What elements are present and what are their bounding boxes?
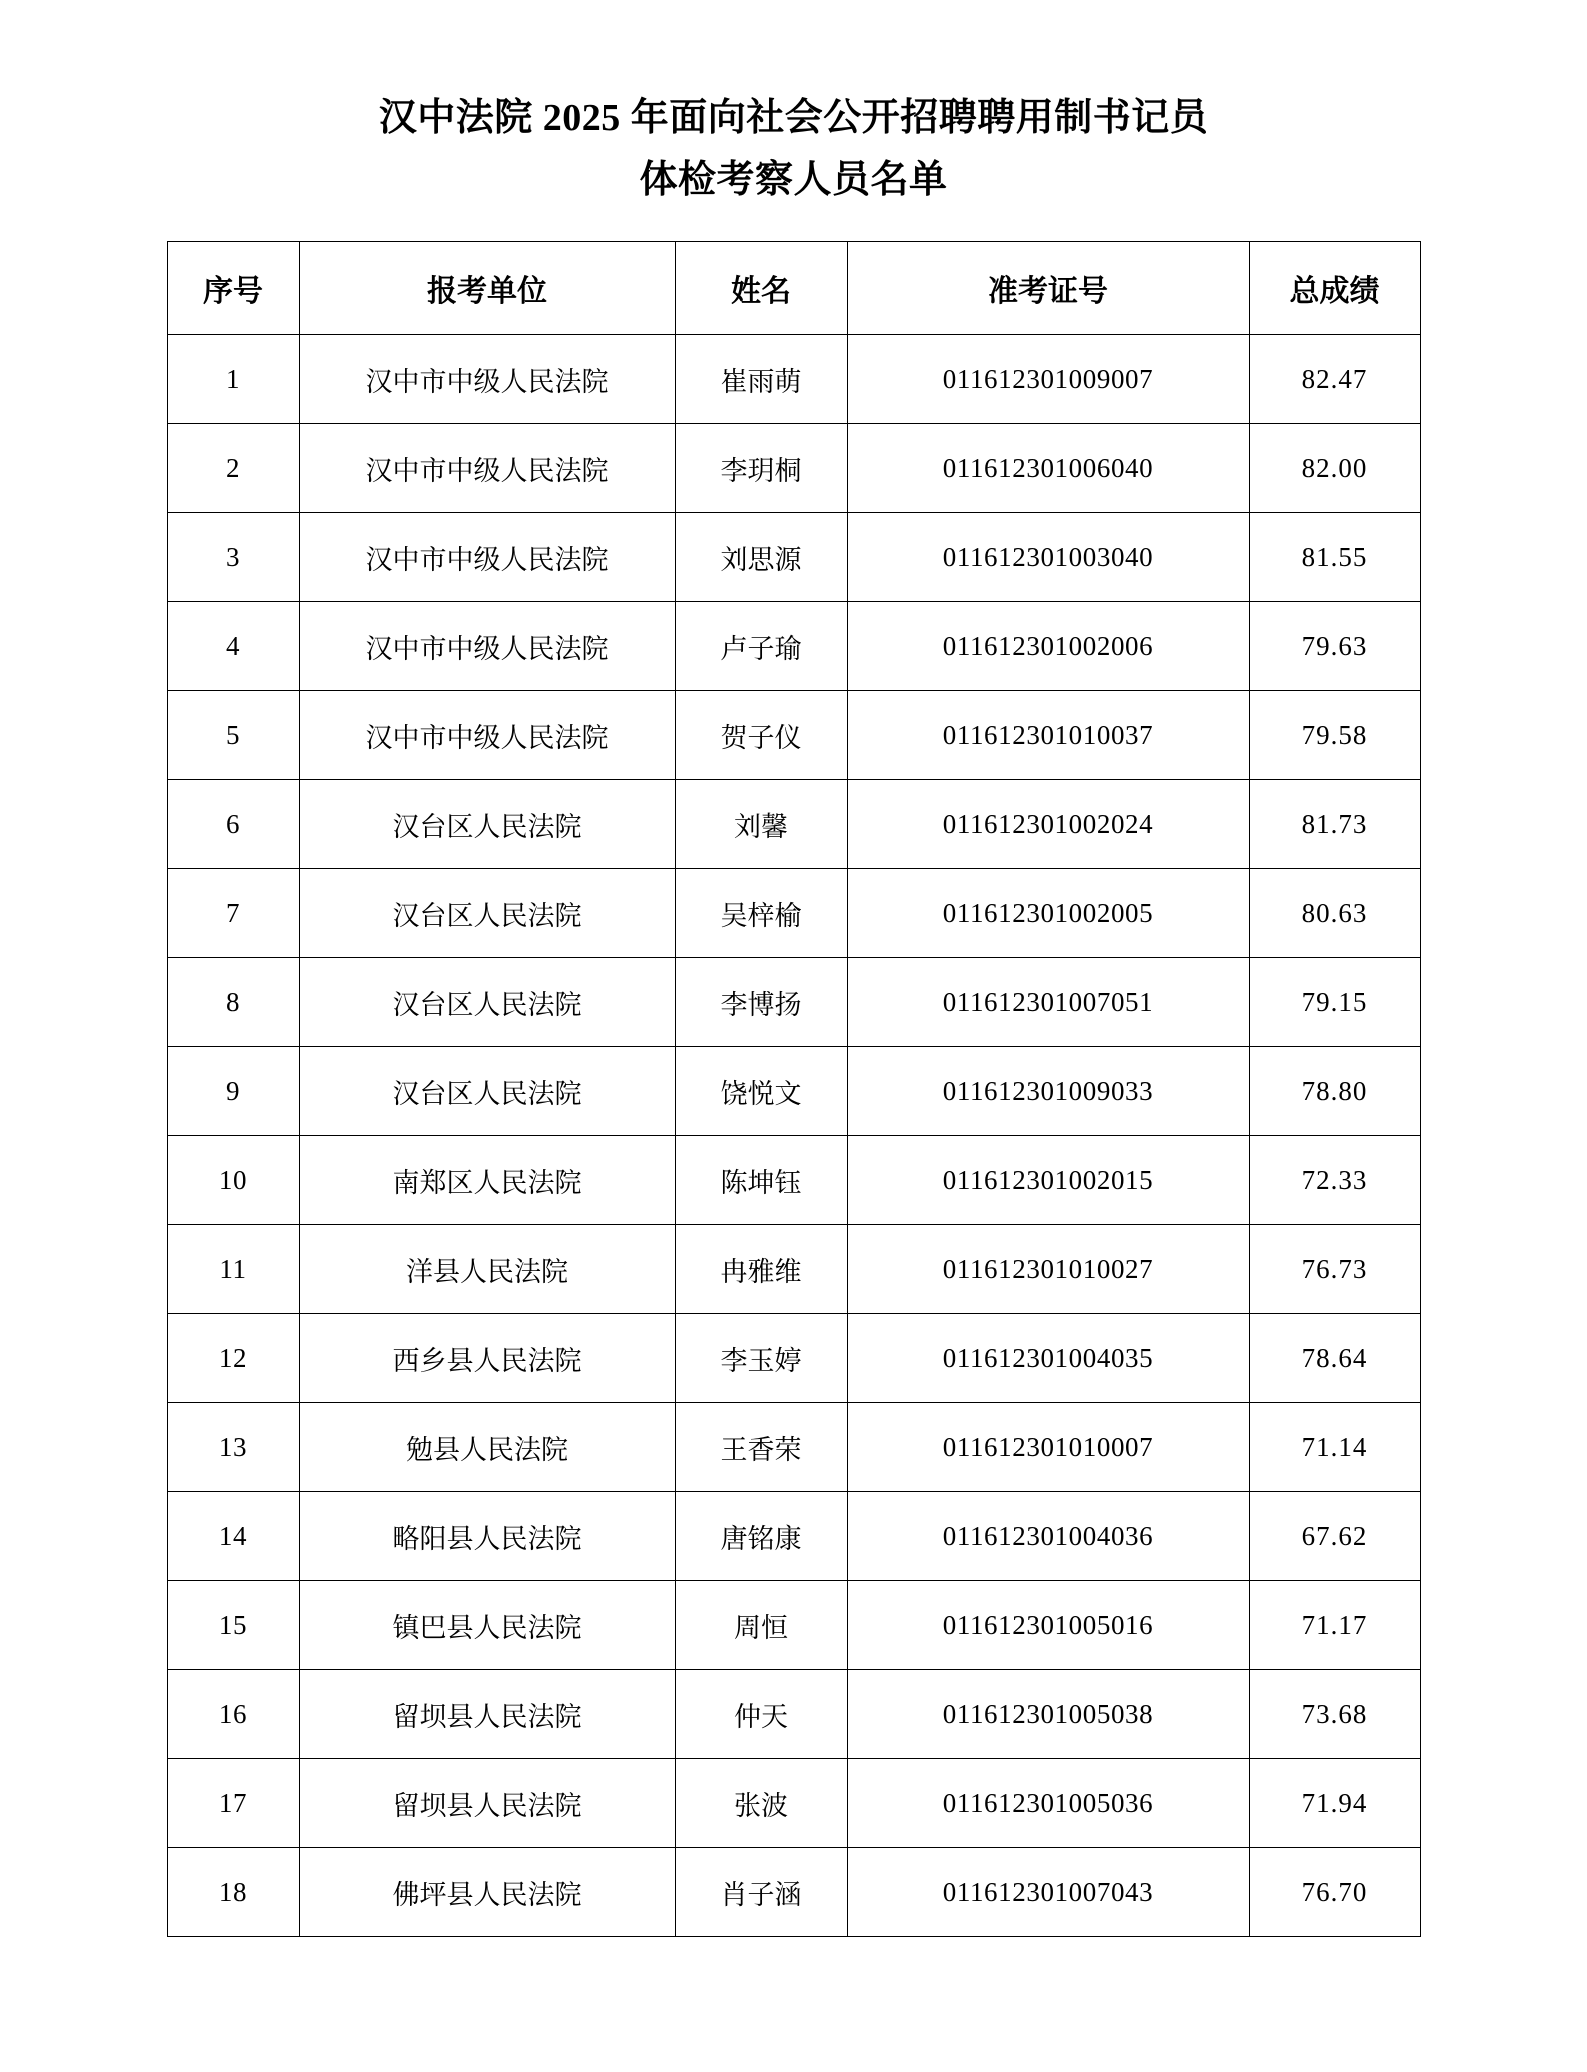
cell-name: 李博扬 [675, 958, 847, 1047]
cell-exam-number: 011612301003040 [847, 513, 1249, 602]
cell-unit: 汉台区人民法院 [299, 958, 675, 1047]
cell-exam-number: 011612301004036 [847, 1492, 1249, 1581]
table-row [167, 1581, 1420, 1670]
cell-index: 17 [167, 1759, 299, 1848]
cell-index: 3 [167, 513, 299, 602]
cell-exam-number: 011612301002006 [847, 602, 1249, 691]
cell-exam-number: 011612301009033 [847, 1047, 1249, 1136]
cell-name: 刘思源 [675, 513, 847, 602]
cell-unit: 汉台区人民法院 [299, 780, 675, 869]
cell-exam-number: 011612301007043 [847, 1848, 1249, 1937]
cell-name: 饶悦文 [675, 1047, 847, 1136]
cell-name: 吴梓榆 [675, 869, 847, 958]
cell-unit: 汉中市中级人民法院 [299, 691, 675, 780]
cell-index: 14 [167, 1492, 299, 1581]
cell-index: 18 [167, 1848, 299, 1937]
cell-total-score: 79.63 [1249, 602, 1420, 691]
cell-index: 10 [167, 1136, 299, 1225]
cell-unit: 汉中市中级人民法院 [299, 513, 675, 602]
table-row [167, 1136, 1420, 1225]
cell-total-score: 72.33 [1249, 1136, 1420, 1225]
cell-total-score: 71.14 [1249, 1403, 1420, 1492]
cell-total-score: 73.68 [1249, 1670, 1420, 1759]
table-row [167, 780, 1420, 869]
cell-name: 冉雅维 [675, 1225, 847, 1314]
cell-total-score: 71.94 [1249, 1759, 1420, 1848]
cell-index: 7 [167, 869, 299, 958]
cell-total-score: 80.63 [1249, 869, 1420, 958]
cell-total-score: 76.70 [1249, 1848, 1420, 1937]
column-header-exam-number: 准考证号 [847, 242, 1249, 335]
cell-name: 李玥桐 [675, 424, 847, 513]
cell-exam-number: 011612301002005 [847, 869, 1249, 958]
table-header [167, 242, 1420, 335]
cell-name: 唐铭康 [675, 1492, 847, 1581]
cell-index: 5 [167, 691, 299, 780]
column-header-index: 序号 [167, 242, 299, 335]
cell-total-score: 82.00 [1249, 424, 1420, 513]
cell-exam-number: 011612301005036 [847, 1759, 1249, 1848]
cell-index: 13 [167, 1403, 299, 1492]
cell-name: 王香荣 [675, 1403, 847, 1492]
cell-exam-number: 011612301007051 [847, 958, 1249, 1047]
cell-index: 6 [167, 780, 299, 869]
table-row [167, 691, 1420, 780]
cell-exam-number: 011612301006040 [847, 424, 1249, 513]
page-title [150, 88, 1437, 211]
cell-index: 16 [167, 1670, 299, 1759]
table-row [167, 602, 1420, 691]
cell-exam-number: 011612301002024 [847, 780, 1249, 869]
table-row [167, 1492, 1420, 1581]
roster-table [167, 241, 1421, 1937]
cell-exam-number: 011612301009007 [847, 335, 1249, 424]
cell-total-score: 76.73 [1249, 1225, 1420, 1314]
table-row [167, 1047, 1420, 1136]
column-header-name: 姓名 [675, 242, 847, 335]
table-row [167, 513, 1420, 602]
column-header-unit: 报考单位 [299, 242, 675, 335]
cell-name: 贺子仪 [675, 691, 847, 780]
roster-table-container [150, 241, 1437, 1937]
cell-exam-number: 011612301010007 [847, 1403, 1249, 1492]
cell-unit: 略阳县人民法院 [299, 1492, 675, 1581]
cell-total-score: 78.80 [1249, 1047, 1420, 1136]
cell-name: 肖子涵 [675, 1848, 847, 1937]
cell-total-score: 79.15 [1249, 958, 1420, 1047]
cell-index: 11 [167, 1225, 299, 1314]
table-row [167, 1670, 1420, 1759]
cell-name: 陈坤钰 [675, 1136, 847, 1225]
cell-unit: 汉台区人民法院 [299, 1047, 675, 1136]
table-row [167, 1314, 1420, 1403]
cell-total-score: 81.55 [1249, 513, 1420, 602]
cell-unit: 佛坪县人民法院 [299, 1848, 675, 1937]
cell-name: 周恒 [675, 1581, 847, 1670]
cell-unit: 留坝县人民法院 [299, 1759, 675, 1848]
table-row [167, 1403, 1420, 1492]
cell-unit: 西乡县人民法院 [299, 1314, 675, 1403]
cell-unit: 镇巴县人民法院 [299, 1581, 675, 1670]
cell-exam-number: 011612301004035 [847, 1314, 1249, 1403]
table-row [167, 1759, 1420, 1848]
cell-unit: 留坝县人民法院 [299, 1670, 675, 1759]
table-row [167, 1225, 1420, 1314]
cell-exam-number: 011612301005016 [847, 1581, 1249, 1670]
cell-unit: 勉县人民法院 [299, 1403, 675, 1492]
cell-unit: 汉中市中级人民法院 [299, 602, 675, 691]
cell-unit: 汉台区人民法院 [299, 869, 675, 958]
cell-total-score: 67.62 [1249, 1492, 1420, 1581]
cell-unit: 汉中市中级人民法院 [299, 424, 675, 513]
cell-index: 1 [167, 335, 299, 424]
table-row [167, 1848, 1420, 1937]
cell-index: 2 [167, 424, 299, 513]
cell-name: 仲天 [675, 1670, 847, 1759]
cell-index: 8 [167, 958, 299, 1047]
cell-name: 李玉婷 [675, 1314, 847, 1403]
cell-index: 15 [167, 1581, 299, 1670]
table-header-row [167, 242, 1420, 335]
cell-total-score: 78.64 [1249, 1314, 1420, 1403]
cell-total-score: 81.73 [1249, 780, 1420, 869]
page-title-line-2: 体检考察人员名单 [639, 158, 948, 201]
table-row [167, 869, 1420, 958]
cell-unit: 汉中市中级人民法院 [299, 335, 675, 424]
cell-name: 刘馨 [675, 780, 847, 869]
cell-name: 卢子瑜 [675, 602, 847, 691]
table-body [167, 335, 1420, 1937]
cell-exam-number: 011612301010027 [847, 1225, 1249, 1314]
cell-total-score: 82.47 [1249, 335, 1420, 424]
table-row [167, 958, 1420, 1047]
cell-total-score: 79.58 [1249, 691, 1420, 780]
cell-index: 9 [167, 1047, 299, 1136]
cell-unit: 南郑区人民法院 [299, 1136, 675, 1225]
cell-total-score: 71.17 [1249, 1581, 1420, 1670]
cell-exam-number: 011612301002015 [847, 1136, 1249, 1225]
cell-name: 崔雨萌 [675, 335, 847, 424]
page-title-line-1: 汉中法院 2025 年面向社会公开招聘聘用制书记员 [378, 97, 1209, 139]
cell-name: 张波 [675, 1759, 847, 1848]
column-header-total-score: 总成绩 [1249, 242, 1420, 335]
cell-index: 12 [167, 1314, 299, 1403]
cell-exam-number: 011612301010037 [847, 691, 1249, 780]
cell-unit: 洋县人民法院 [299, 1225, 675, 1314]
table-row [167, 335, 1420, 424]
cell-index: 4 [167, 602, 299, 691]
cell-exam-number: 011612301005038 [847, 1670, 1249, 1759]
table-row [167, 424, 1420, 513]
